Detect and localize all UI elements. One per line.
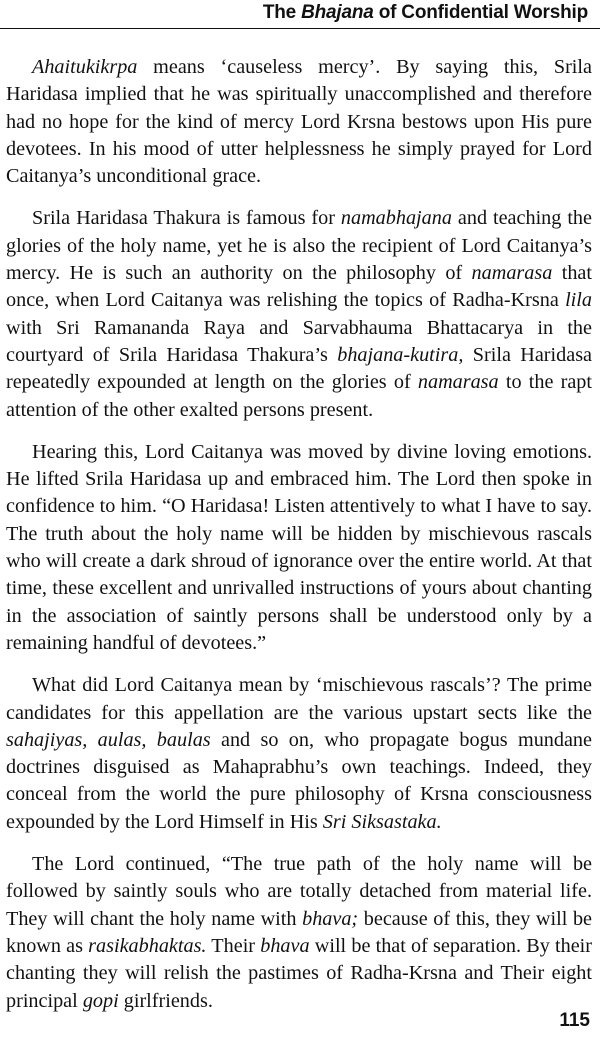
- italic-term: Sri Siksastaka.: [322, 810, 442, 833]
- text-run: because of this, they will be known as: [6, 907, 592, 957]
- italic-term: bhava;: [302, 907, 359, 930]
- body-paragraph: [6, 439, 592, 657]
- text-run: and teaching the glories of the holy name, yet he is also the recipient of Lord Caitanya’s mercy. He is such an authority on the philosophy of: [6, 207, 592, 285]
- text-run: Srila Haridasa repeatedly expounded at length on the glories of: [6, 343, 593, 394]
- text-run: girlfriends.: [118, 989, 213, 1012]
- running-header-title: The Bhajana of Confidential Worship: [262, 2, 588, 23]
- body-paragraph: [6, 205, 592, 423]
- body-paragraph: [6, 851, 592, 1015]
- italic-term: bhava: [260, 934, 310, 957]
- text-run: that once, when Lord Caitanya was relishing the topics of Radha-Krsna: [6, 262, 592, 312]
- italic-term: gopi: [82, 989, 119, 1012]
- text-run: to the rapt attention of the other exalted persons present.: [6, 371, 592, 421]
- italic-term: sahajiyas, aulas, baulas: [6, 728, 211, 751]
- text-run: and so on, who propagate bogus mundane doctrines disguised as Mahaprabhu’s own teachings. Indeed, they conceal from the world the pure philosophy of Krsna consciousness expounded by the Lord Himself in His: [6, 728, 592, 833]
- text-run: Their: [206, 934, 261, 957]
- text-run: with Sri Ramananda Raya and Sarvabhauma Bhattacarya in the courtyard of Srila Haridasa Thakura’s: [6, 316, 592, 366]
- text-run: Hearing this, Lord Caitanya was moved by divine loving emotions. He lifted Srila Haridasa up and embraced him. The Lord then spoke in confidence to him. “O Haridasa! Listen attentively to what I have to say. The truth about the holy name will be hidden by mischievous rascals who will create a dark shroud of ignorance over the entire world. At that time, these excellent and unrivalled instructions of yours about chanting in the association of saintly persons shall be understood only by a remaining handful of devotees.”: [6, 440, 592, 654]
- italic-term: lila: [565, 289, 592, 312]
- italic-term: bhajana-kutira,: [337, 343, 464, 366]
- text-run: Srila Haridasa Thakura is famous for: [32, 207, 341, 230]
- italic-term: namabhajana: [340, 207, 452, 230]
- running-header: [0, 0, 600, 29]
- body-paragraph: [6, 672, 592, 836]
- page-number: 115: [559, 1010, 590, 1031]
- text-run: The Lord continued, “The true path of the holy name will be followed by saintly souls who are totally detached from material life. They will chant the holy name with: [6, 853, 592, 930]
- italic-term: namarasa: [471, 262, 553, 285]
- italic-term: namarasa: [417, 371, 499, 394]
- text-run: means ‘causeless mercy’. By saying this, Srila Haridasa implied that he was spiritually unaccomplished and therefore had no hope for the kind of mercy Lord Krsna bestows upon His pure devotees. In his mood of utter helplessness he simply prayed for Lord Caitanya’s unconditional grace.: [6, 56, 592, 188]
- italic-term: Ahaitukikrpa: [32, 56, 138, 78]
- text-run: will be that of separation. By their chanting they will relish the pastimes of Radha-Krsna and Their eight principal: [6, 934, 592, 1012]
- text-run: What did Lord Caitanya mean by ‘mischievous rascals’? The prime candidates for this appellation are the various upstart sects like the: [6, 674, 592, 724]
- body-text: [6, 54, 592, 1030]
- italic-term: rasikabhaktas.: [88, 934, 207, 957]
- body-paragraph: [6, 54, 592, 190]
